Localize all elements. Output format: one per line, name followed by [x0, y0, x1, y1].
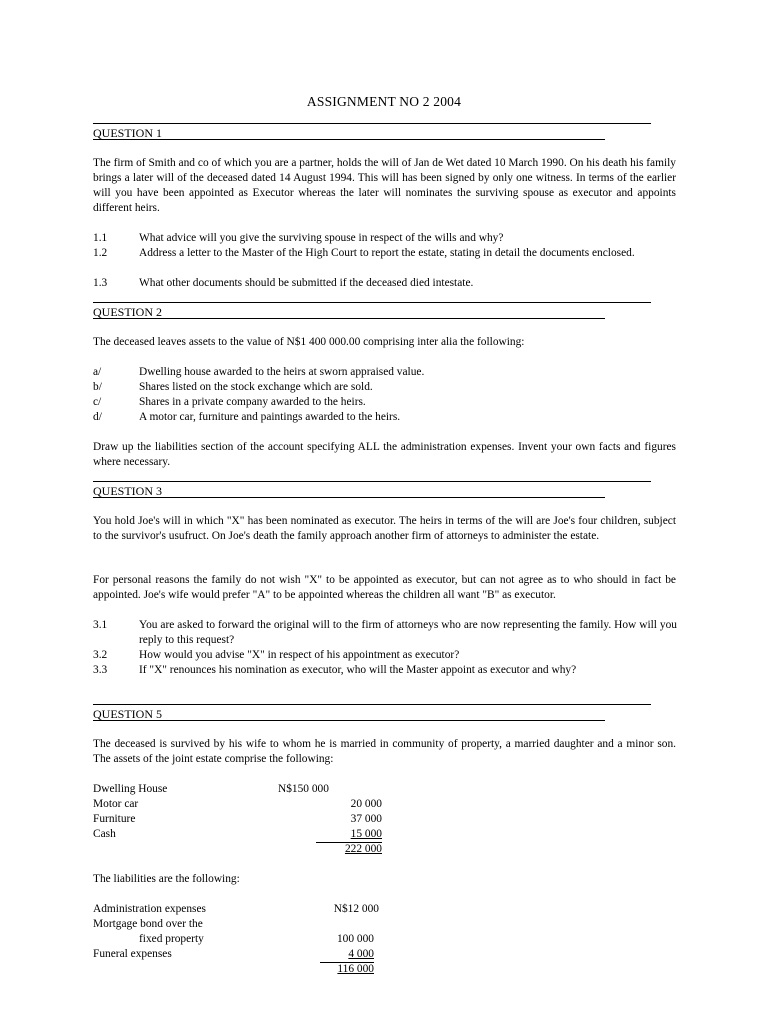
question-2-instruction: Draw up the liabilities section of the account specifying ALL the administration expenses. Invent your own facts and figures where necessary.	[93, 441, 676, 468]
item-number: 1.2	[93, 247, 108, 259]
question-2-heading: QUESTION 2	[93, 305, 162, 319]
heading-underline	[93, 139, 605, 140]
question-3-text: You hold Joe's will in which "X" has been nominated as executor. The heirs in terms of the will are Joe's four children, subject to the survivor's usufruct. On Joe's death the family approach another firm of attorneys to administer the estate.	[93, 515, 676, 542]
liabilities-intro: The liabilities are the following:	[93, 873, 240, 885]
item-text: Address a letter to the Master of the High Court to report the estate, stating in detail the documents enclosed.	[139, 247, 635, 259]
item-number: 3.3	[93, 664, 108, 676]
liability-value: 100 000	[336, 933, 374, 945]
item-text: What other documents should be submitted if the deceased died intestate.	[139, 277, 474, 289]
item-text: How would you advise "X" in respect of his appointment as executor?	[139, 649, 460, 661]
liability-label: fixed property	[139, 933, 204, 945]
asset-value: N$150 000	[278, 783, 329, 795]
liability-value: N$12 000	[333, 903, 379, 915]
question-3-text-2: For personal reasons the family do not wish "X" to be appointed as executor, but can not agree as to who should in fact be appointed. Joe's wife would prefer "A" to be appointed whereas the children all want "B" as executor.	[93, 574, 676, 601]
question-5-heading: QUESTION 5	[93, 707, 162, 721]
item-number: 3.2	[93, 649, 108, 661]
divider	[93, 481, 651, 482]
asset-label: Cash	[93, 828, 116, 840]
item-text: What advice will you give the surviving spouse in respect of the wills and why?	[139, 232, 504, 244]
assets-total: 222 000	[344, 843, 382, 855]
divider	[93, 704, 651, 705]
item-number: 1.1	[93, 232, 108, 244]
document-title: ASSIGNMENT NO 2 2004	[306, 94, 462, 109]
item-number: a/	[93, 366, 102, 378]
item-text: If "X" renounces his nomination as executor, who will the Master appoint as executor and why?	[139, 664, 577, 676]
item-number: b/	[93, 381, 102, 393]
asset-label: Dwelling House	[93, 783, 168, 795]
question-5-text: The deceased is survived by his wife to whom he is married in community of property, a married daughter and a minor son. The assets of the joint estate comprise the following:	[93, 738, 676, 765]
asset-value: 15 000	[350, 828, 382, 840]
item-number: d/	[93, 411, 102, 423]
liability-label: Administration expenses	[93, 903, 206, 915]
item-number: c/	[93, 396, 102, 408]
question-3-heading: QUESTION 3	[93, 484, 162, 498]
question-1-text: The firm of Smith and co of which you are a partner, holds the will of Jan de Wet dated 10 March 1990. On his death his family brings a later will of the deceased dated 14 August 1994. This will has been signed by only one witness. In terms of the earlier will you have been appointed as Executor whereas the later will nominates the surviving spouse as executor and appoints different heirs.	[93, 157, 676, 214]
liability-value: 4 000	[348, 948, 374, 960]
item-text: A motor car, furniture and paintings awarded to the heirs.	[139, 411, 401, 423]
divider	[93, 302, 651, 303]
liability-label: Mortgage bond over the	[93, 918, 203, 930]
question-1-heading: QUESTION 1	[93, 126, 162, 140]
asset-value: 37 000	[350, 813, 382, 825]
item-number: 3.1	[93, 619, 108, 631]
heading-underline	[93, 318, 605, 319]
item-text: Shares in a private company awarded to the heirs.	[139, 396, 366, 408]
heading-underline	[93, 720, 605, 721]
item-number: 1.3	[93, 277, 108, 289]
divider	[93, 123, 651, 124]
item-text: Dwelling house awarded to the heirs at sworn appraised value.	[139, 366, 425, 378]
liability-label: Funeral expenses	[93, 948, 172, 960]
heading-underline	[93, 497, 605, 498]
asset-label: Furniture	[93, 813, 136, 825]
asset-label: Motor car	[93, 798, 139, 810]
question-2-text: The deceased leaves assets to the value of N$1 400 000.00 comprising inter alia the following:	[93, 336, 525, 348]
liabilities-total: 116 000	[337, 963, 374, 975]
item-text: Shares listed on the stock exchange which are sold.	[139, 381, 373, 393]
item-text: You are asked to forward the original will to the firm of attorneys who are now representing the family. How will you reply to this request?	[139, 619, 677, 646]
asset-value: 20 000	[350, 798, 382, 810]
